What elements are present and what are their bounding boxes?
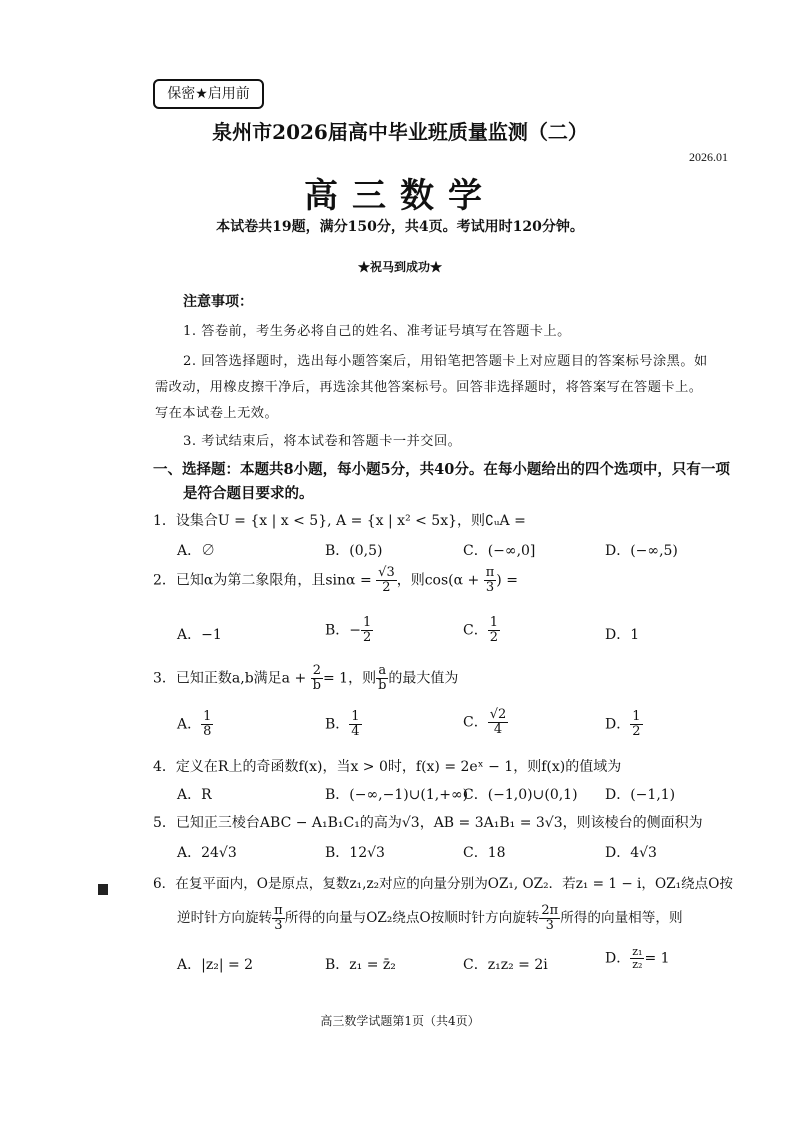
fraction-numerator: 1 [203,709,212,724]
question-6 [153,872,733,892]
fraction [376,664,388,693]
option-c: C．(−1,0)∪(0,1) [463,787,578,803]
option-d: D．(−1,1) [605,787,676,803]
question-stem: 在复平面内，O是原点，复数z₁,z₂对应的向量分别为OZ₁, OZ₂．若z₁ = 1 − i，OZ₁绕点O按 [175,876,733,892]
question-stem: 已知正三棱台ABC − A₁B₁C₁的高为√3，AB = 3A₁B₁ = 3√3，则该棱台的侧面积为 [175,815,703,831]
fraction-numerator: 1 [489,615,498,630]
option-a: A．∅ [177,543,216,559]
fraction-numerator: √3 [378,565,395,580]
fraction [376,566,397,595]
note-item: 3. 考试结束后，将本试卷和答题卡一并交回。 [183,434,462,449]
option-c: C．(−∞,0] [463,543,536,559]
fraction [484,566,497,595]
fraction-denominator: 4 [493,722,503,737]
fraction [272,904,285,933]
note-item: 1. 答卷前，考生务必将自己的姓名、准考证号填写在答题卡上。 [183,324,571,339]
fraction [488,616,500,645]
question-stem: 已知α为第二象限角，且sinα = [175,572,372,589]
option-label: B． [325,716,350,733]
fraction-denominator: 2 [489,630,498,645]
option-b [325,710,362,739]
option-a: A．R [177,787,212,803]
confidential-stamp: 保密★启用前 [153,79,264,109]
option-b: B．(−∞,−1)∪(1,+∞) [325,787,469,803]
question-stem: ) = [496,572,518,589]
fraction-numerator: √2 [489,707,507,722]
option-label: D． [605,716,631,733]
fraction [539,904,560,933]
fraction [311,664,323,693]
option-d: D．4√3 [605,845,657,861]
option-b: B．12√3 [325,845,385,861]
notes-heading: 注意事项： [183,294,253,310]
option-c [463,708,508,737]
fraction [349,710,361,739]
question-3 [153,664,458,693]
option-label: A． [177,716,202,733]
fraction-numerator: z₁ [632,945,643,958]
option-a: A．−1 [177,627,222,643]
fraction-denominator: 3 [274,918,283,933]
fraction-denominator: 3 [545,918,554,933]
question-number: 2． [153,572,176,589]
option-b: B．z₁ = z̄₂ [325,957,396,973]
fraction-denominator: 2 [363,630,372,645]
subject-title: 高三数学 [304,176,496,216]
exam-title: 泉州市2026届高中毕业班质量监测（二） [212,120,588,144]
exam-date: 2026.01 [689,150,728,164]
option-d: D．1 [605,627,640,643]
question-6-cont [177,904,683,933]
option-c: C．z₁z₂ = 2i [463,957,548,973]
fraction-numerator: 1 [351,709,360,724]
question-number: 6． [153,876,176,892]
question-number: 1． [153,513,176,529]
exam-info: 本试卷共19题，满分150分，共4页。考试用时120分钟。 [216,219,584,235]
question-stem: 定义在R上的奇函数f(x)，当x > 0时，f(x) = 2eˣ − 1，则f(x)的值域为 [175,759,622,775]
option-label: C． [463,714,488,731]
fraction-denominator: 2 [382,580,391,595]
note-item: 需改动，用橡皮擦干净后，再选涂其他答案标号。回答非选择题时，将答案写在答题卡上。 [155,380,703,395]
option-c [463,616,500,645]
option-b: B．(0,5) [325,543,383,559]
note-item: 写在本试卷上无效。 [155,406,279,421]
option-a: A．|z₂| = 2 [177,957,254,973]
question-number: 4． [153,759,176,775]
fraction-numerator: a [376,664,388,679]
question-1 [153,510,526,530]
fraction-denominator: 2 [632,724,641,739]
question-stem: ，则cos(α + [396,572,480,589]
fraction-numerator: π [274,903,283,918]
fraction-numerator: 2 [311,664,323,679]
option-label: D． [605,950,631,967]
option-label: B．− [325,622,362,639]
fraction [630,946,644,971]
fraction-denominator: z₂ [632,958,643,971]
question-stem: 设集合U = {x | x < 5}, A = {x | x² < 5x}，则∁ᵤA = [175,513,526,529]
fraction [361,616,373,645]
question-stem: 的最大值为 [388,670,459,687]
good-luck-wish: ★祝马到成功★ [357,260,442,274]
question-number: 5． [153,815,176,831]
option-d [605,710,643,739]
section-heading-cont: 是符合题目要求的。 [183,485,314,502]
question-5 [153,812,703,832]
question-stem: 已知正数a,b满足a + [175,670,307,687]
option-label: C． [463,622,488,639]
fraction [201,710,213,739]
option-a: A．24√3 [177,845,237,861]
question-2 [153,566,518,595]
fraction [630,710,642,739]
fraction [488,708,509,737]
fraction-denominator: 4 [351,724,360,739]
fraction-denominator: 8 [203,724,212,739]
question-stem: 逆时针方向旋转 [177,910,273,926]
question-stem: 所得的向量与OZ₂绕点O按顺时针方向旋转 [284,910,540,926]
section-heading: 一、选择题：本题共8小题，每小题5分，共40分。在每小题给出的四个选项中，只有一项 [153,461,730,478]
option-c: C．18 [463,845,506,861]
scan-marker [98,884,108,895]
fraction-numerator: 1 [632,709,641,724]
option-tail: = 1 [644,950,670,967]
question-number: 3． [153,670,176,687]
fraction-denominator: b [378,678,387,693]
page-footer: 高三数学试题第1页（共4页） [320,1014,480,1028]
fraction-denominator: 3 [485,580,495,595]
note-item: 2. 回答选择题时，选出每小题答案后，用铅笔把答题卡上对应题目的答案标号涂黑。如 [183,354,708,369]
fraction-denominator: b [312,678,321,693]
question-stem: = 1，则 [323,670,377,687]
question-stem: 所得的向量相等，则 [560,910,683,926]
fraction-numerator: 2π [541,903,559,918]
option-b [325,616,373,645]
fraction-numerator: 1 [363,615,372,630]
option-a [177,710,213,739]
option-d [605,946,670,971]
fraction-numerator: π [485,565,495,580]
question-4 [153,756,621,776]
option-d: D．(−∞,5) [605,543,678,559]
